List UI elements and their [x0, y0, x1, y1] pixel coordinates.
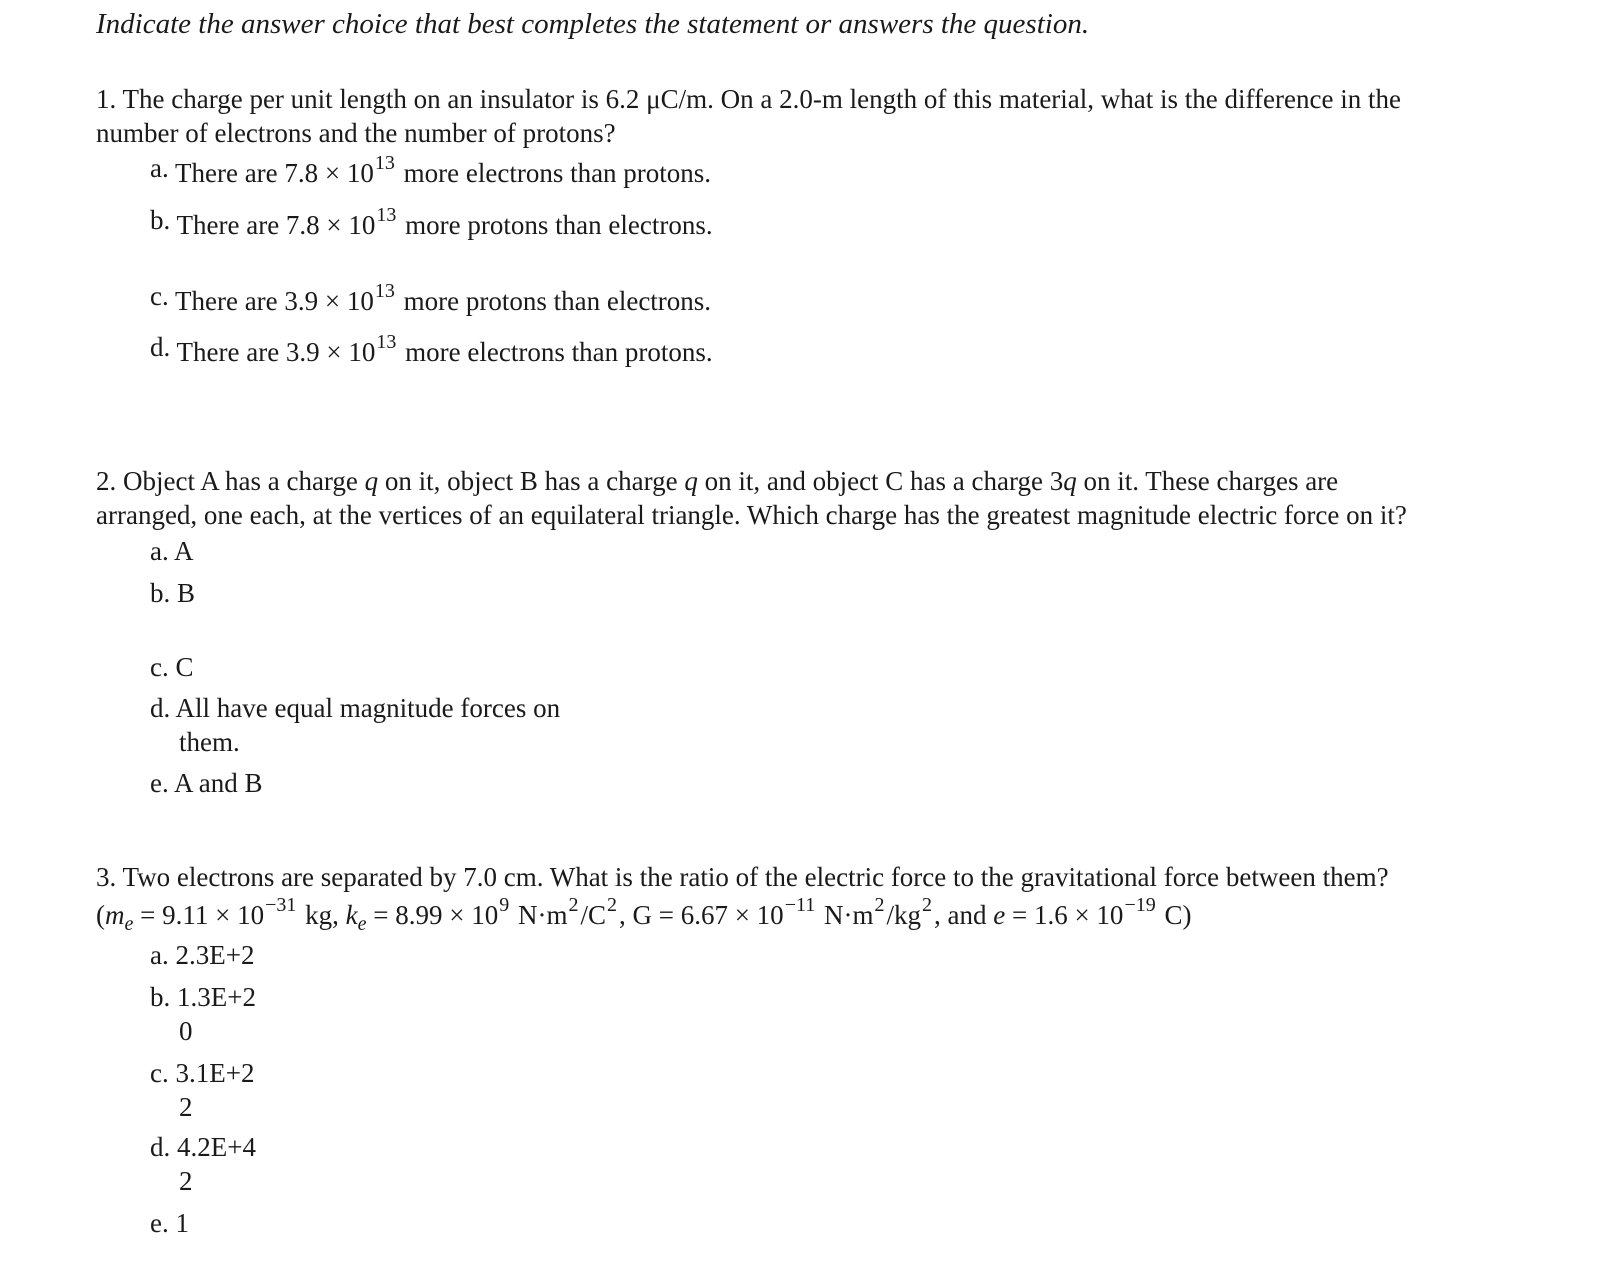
question-1-option-a[interactable] — [150, 152, 712, 189]
q3-sup: −31 — [265, 894, 297, 916]
q3-text: kg, — [298, 900, 346, 930]
q3-text: N·m — [511, 900, 568, 930]
q2-text-part: on it. These charges are — [1076, 466, 1339, 496]
question-2-text-line2: arranged, one each, at the vertices of an equilateral triangle. Which charge has the greatest magnitude electric force on it? — [96, 500, 1407, 530]
question-3-option-c-continued: 2 — [179, 1092, 193, 1122]
question-2-option-b[interactable]: b. B — [150, 578, 196, 608]
option-label: c. — [150, 281, 169, 311]
q2-var-q: q — [1063, 466, 1077, 496]
option-label: d. — [150, 332, 171, 362]
question-2-option-c[interactable]: c. C — [150, 652, 194, 682]
question-3-option-c[interactable]: c. 3.1E+2 — [150, 1058, 255, 1088]
question-3-option-d-continued: 2 — [179, 1166, 193, 1196]
option-text-end: more electrons than protons. — [405, 337, 713, 367]
option-label: b. — [150, 205, 171, 235]
option-text-end: more electrons than protons. — [403, 158, 712, 188]
option-text-end: more protons than electrons. — [405, 210, 713, 240]
option-text: There are 7.8 × 10 — [175, 158, 374, 188]
q3-text: = 9.11 × 10 — [133, 900, 265, 930]
question-3-option-a[interactable]: a. 2.3E+2 — [150, 940, 255, 970]
q3-sub: e — [124, 913, 134, 935]
q3-sup: 2 — [874, 894, 885, 916]
question-3-option-b[interactable]: b. 1.3E+2 — [150, 982, 256, 1012]
option-text: There are 7.8 × 10 — [176, 210, 376, 240]
q3-var-e: e — [993, 900, 1006, 930]
question-1-option-b[interactable] — [150, 204, 713, 241]
q3-text: , and — [934, 900, 994, 930]
q3-sup: −11 — [784, 894, 816, 916]
question-1-option-c[interactable] — [150, 280, 712, 317]
q3-var-k: k — [345, 900, 358, 930]
option-text: There are 3.9 × 10 — [176, 337, 376, 367]
q3-var-m: m — [105, 900, 125, 930]
option-text: There are 3.9 × 10 — [175, 286, 374, 316]
question-3-constants-line — [96, 894, 1192, 935]
q2-text-part: on it, object B has a charge — [378, 466, 685, 496]
question-1-option-d[interactable] — [150, 331, 713, 368]
question-3-option-b-continued: 0 — [179, 1016, 193, 1046]
question-1-text-line2: number of electrons and the number of protons? — [96, 118, 616, 148]
option-text-end: more protons than electrons. — [403, 286, 712, 316]
q3-sup: −19 — [1124, 894, 1156, 916]
question-2-option-e[interactable]: e. A and B — [150, 768, 263, 798]
q3-sub: e — [357, 913, 367, 935]
option-exponent: 13 — [374, 280, 395, 302]
question-2-option-d[interactable]: d. All have equal magnitude forces on — [150, 693, 561, 723]
option-exponent: 13 — [376, 204, 397, 226]
option-exponent: 13 — [376, 331, 397, 353]
q3-text: , G = 6.67 × 10 — [618, 900, 784, 930]
instruction-text: Indicate the answer choice that best completes the statement or answers the question. — [96, 8, 1090, 40]
q3-text: /kg — [886, 900, 921, 930]
q3-text: C) — [1157, 900, 1192, 930]
question-3-text-line1: 3. Two electrons are separated by 7.0 cm. What is the ratio of the electric force to the gravitational force between them? — [96, 862, 1389, 892]
q2-text-part: 2. Object A has a charge — [96, 466, 365, 496]
option-label: a. — [150, 153, 169, 183]
q3-text: /C — [580, 900, 606, 930]
q3-text: N·m — [817, 900, 874, 930]
q3-text: = 1.6 × 10 — [1005, 900, 1124, 930]
q3-text: = 8.99 × 10 — [366, 900, 499, 930]
question-1-text-line1: 1. The charge per unit length on an insulator is 6.2 μC/m. On a 2.0-m length of this material, what is the difference in the — [96, 84, 1401, 114]
q3-sup: 2 — [568, 894, 579, 916]
option-exponent: 13 — [374, 152, 395, 174]
q2-text-part: on it, and object C has a charge 3 — [697, 466, 1064, 496]
question-2-option-d-continued: them. — [179, 727, 240, 757]
q3-sup: 2 — [922, 894, 932, 916]
question-2-option-a[interactable]: a. A — [150, 536, 194, 566]
q3-text: ( — [96, 900, 105, 930]
question-3-option-e[interactable]: e. 1 — [150, 1208, 189, 1238]
q2-var-q: q — [364, 466, 379, 496]
question-3-option-d[interactable]: d. 4.2E+4 — [150, 1132, 256, 1162]
question-2-text-line1 — [96, 464, 1338, 498]
q2-var-q: q — [684, 466, 698, 496]
q3-sup: 9 — [499, 894, 510, 916]
q3-sup: 2 — [606, 894, 617, 916]
